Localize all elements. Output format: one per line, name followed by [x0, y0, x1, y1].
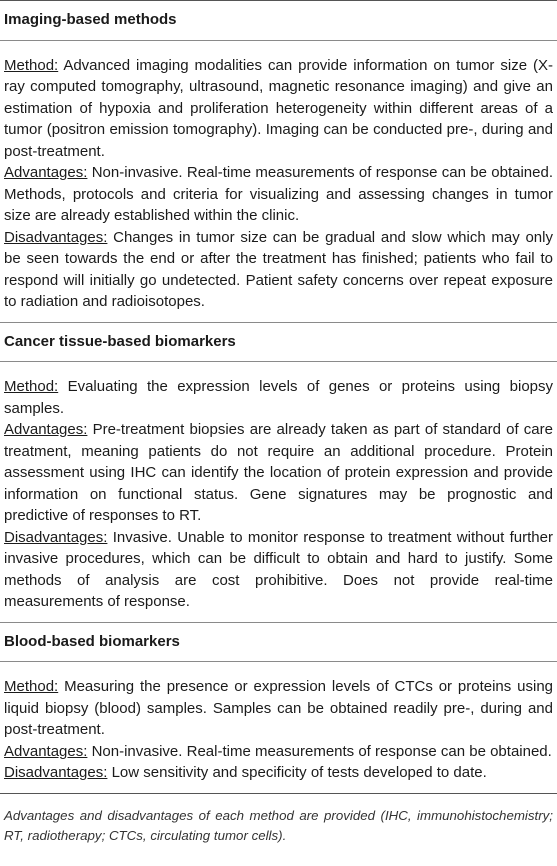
section-tissue [0, 322, 557, 622]
disadvantages-label: Disadvantages: [4, 764, 108, 781]
advantages-label: Advantages: [4, 742, 88, 760]
section-heading: Blood-based biomarkers [0, 622, 557, 663]
disadvantages-paragraph [4, 762, 553, 784]
advantages-paragraph [4, 162, 553, 227]
disadvantages-text: Invasive. Unable to monitor response to treatment without further invasive procedures, which can be difficult to obtain and hard to justify. Some methods of analysis are cost prohibitive. Does not provide real-time measurements of response. [4, 528, 553, 610]
section-body [0, 362, 557, 622]
section-imaging [0, 0, 557, 322]
advantages-paragraph [4, 741, 553, 763]
method-text: Advanced imaging modalities can provide information on tumor size (X-ray computed tomography, ultrasound, magnetic resonance imaging) and give an estimation of hypoxia and proliferation heterogeneity within different areas of a tumor (positron emission tomography). Imaging can be conducted pre-, during and post-treatment. [4, 56, 553, 160]
section-body [0, 41, 557, 322]
section-heading: Imaging-based methods [0, 0, 557, 41]
advantages-text: Non-invasive. Real-time measurements of response can be obtained. [87, 742, 552, 760]
table-footnote: Advantages and disadvantages of each method are provided (IHC, immunohistochemistry; RT, radiotherapy; CTCs, circulating tumor cells). [0, 793, 557, 846]
method-paragraph [4, 55, 553, 163]
method-text: Evaluating the expression levels of genes or proteins using biopsy samples. [4, 378, 553, 417]
advantages-paragraph [4, 419, 553, 527]
advantages-text: Non-invasive. Real-time measurements of response can be obtained. Methods, protocols and criteria for visualizing and assessing changes in tumor size are already established within the clinic. [4, 164, 553, 224]
method-label: Method: [4, 378, 59, 395]
method-label: Method: [4, 678, 59, 695]
disadvantages-text: Low sensitivity and specificity of tests developed to date. [107, 764, 487, 781]
disadvantages-paragraph [4, 527, 553, 613]
section-body [0, 662, 557, 793]
advantages-label: Advantages: [4, 164, 88, 181]
method-paragraph [4, 376, 553, 419]
advantages-label: Advantages: [4, 421, 88, 438]
disadvantages-text: Changes in tumor size can be gradual and slow which may only be seen towards the end or after the treatment has finished; patients who fail to respond will initially go undetected. Patient safety concerns over repeat exposure to radiation and radioisotopes. [4, 228, 553, 310]
advantages-text: Pre-treatment biopsies are already taken as part of standard of care treatment, meaning patients do not require an additional procedure. Protein assessment using IHC can identify the location of protein expression and provide information on functional status. Gene signatures may be prognostic and predictive of responses to RT. [4, 421, 553, 524]
section-heading: Cancer tissue-based biomarkers [0, 322, 557, 363]
section-blood [0, 622, 557, 793]
disadvantages-label: Disadvantages: [4, 228, 108, 246]
method-text: Measuring the presence or expression levels of CTCs or proteins using liquid biopsy (blood) samples. Samples can be obtained readily pre-, during and post-treatment. [4, 678, 553, 738]
disadvantages-paragraph [4, 227, 553, 313]
disadvantages-label: Disadvantages: [4, 528, 108, 546]
method-paragraph [4, 676, 553, 741]
method-label: Method: [4, 56, 59, 74]
